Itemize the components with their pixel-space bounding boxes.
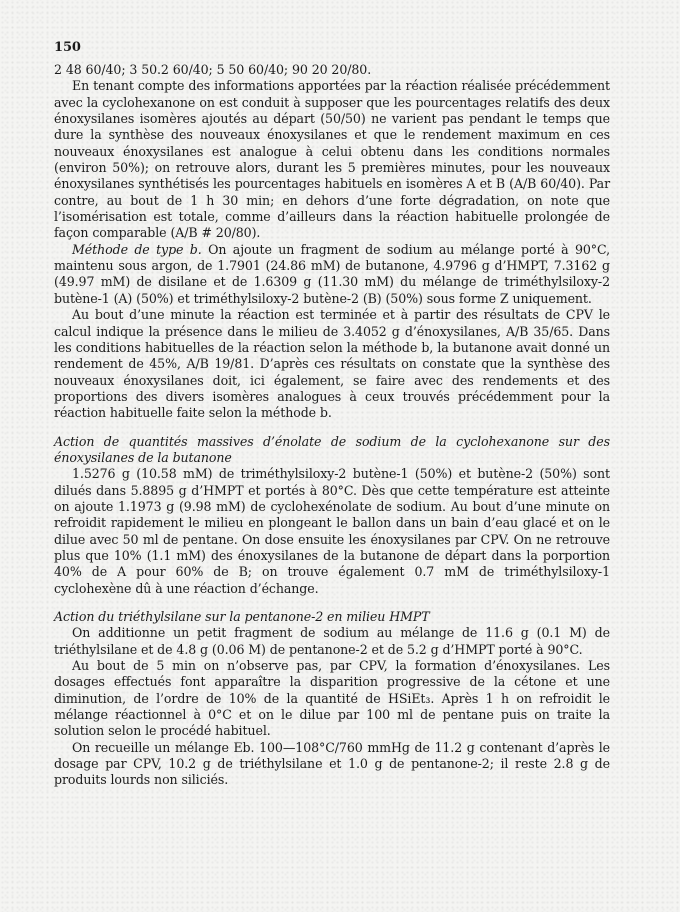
paragraph-text: 1.5276 g (10.58 mM) de triméthylsiloxy-2 butène-1 (50%) et butène-2 (50%) sont dilués dans 5.8895 g d’HMPT et portés à 80°C. Dès que cette température est atteinte on ajoute 1.1973 g (9.98 mM) de cyclohexénolate de sodium. Au bout d’une minute on refroidit rapidement le milieu en plongeant le ballon dans un bain d’eau glacé et on le dilue avec 50 ml de pentane. On dose ensuite les énoxysilanes par CPV. On ne retrouve plus que 10% (1.1 mM) des énoxysilanes de la butanone de départ dans la porportion 40% de A pour 60% de B; on trouve également 0.7 mM de triméthylsiloxy-1 cyclohexène dû à une réaction d’échange. <box>54 466 610 596</box>
document-page <box>54 40 610 789</box>
page-number: 150 <box>54 40 81 55</box>
body-paragraph <box>54 658 610 740</box>
body-paragraph <box>54 307 610 421</box>
body-paragraph <box>54 466 610 597</box>
paragraph-text: On ajoute un fragment de sodium au mélange porté à 90°C, maintenu sous argon, de 1.7901 (24.86 mM) de butanone, 4.9796 g d’HMPT, 7.3162 g (49.97 mM) de disilane et de 1.6309 g (11.30 mM) du mélange de triméthylsiloxy-2 butène-1 (A) (50%) et triméthylsiloxy-2 butène-2 (B) (50%) sous forme Z uniquement. <box>54 241 610 306</box>
paragraph-text: On additionne un petit fragment de sodium au mélange de 11.6 g (0.1 M) de triéthylsilane et de 4.8 g (0.06 M) de pentanone-2 et de 5.2 g d’HMPT porté à 90°C. <box>54 625 610 657</box>
body-paragraph <box>54 62 610 78</box>
section-heading <box>54 609 610 625</box>
method-label: Méthode de type b. <box>72 241 202 257</box>
paragraph-text: Action du triéthylsilane sur la pentanone-2 en milieu HMPT <box>54 609 430 624</box>
paragraph-text: Action de quantités massives d’énolate de sodium de la cyclohexanone sur des énoxysilanes de la butanone <box>54 433 610 465</box>
body-paragraph <box>54 78 610 241</box>
paragraph-text: Au bout de 5 min on n’observe pas, par CPV, la formation d’énoxysilanes. Les dosages effectués font apparaître la disparition progressive de la cétone et une diminution, de l’ordre de 10% de la quantité de HSiEt₃. Après 1 h on refroidit le mélange réactionnel à 0°C et on le dilue par 100 ml de pentane puis on traite la solution selon le procédé habituel. <box>54 658 610 739</box>
body-paragraph <box>54 740 610 789</box>
body-paragraph <box>54 625 610 658</box>
paragraph-text: On recueille un mélange Eb. 100—108°C/760 mmHg de 11.2 g contenant d’après le dosage par CPV, 10.2 g de triéthylsilane et 1.0 g de pentanone-2; il reste 2.8 g de produits lourds non siliciés. <box>54 739 610 788</box>
paragraph-text: Au bout d’une minute la réaction est terminée et à partir des résultats de CPV le calcul indique la présence dans le milieu de 3.4052 g d’énoxysilanes, A/B 35/65. Dans les conditions habituelles de la réaction selon la méthode b, la butanone avait donné un rendement de 45%, A/B 19/81. D’après ces résultats on constate que la synthèse des nouveaux énoxysilanes doit, ici également, se faire avec des rendements et des proportions des divers isomères analogues à ceux trouvés précédemment pour la réaction habituelle faite selon la méthode b. <box>54 307 610 421</box>
paragraph-text: En tenant compte des informations apportées par la réaction réalisée précédemment avec la cyclohexanone on est conduit à supposer que les pourcentages relatifs des deux énoxysilanes isomères ajoutés au départ (50/50) ne varient pas pendant le temps que dure la synthèse des nouveaux énoxysilanes et que le rendement maximum en ces nouveaux énoxysilanes est analogue à celui obtenu dans les conditions normales (environ 50%); on retrouve alors, durant les 5 premières minutes, pour les nouveaux énoxysilanes synthétisés les pourcentages habituels en isomères A et B (A/B 60/40). Par contre, au bout de 1 h 30 min; en dehors d’une forte dégradation, on note que l’isomérisation est totale, comme d’ailleurs dans la réaction habituelle prolongée de façon comparable (A/B # 20/80). <box>54 78 610 241</box>
paragraph-text: 2 48 60/40; 3 50.2 60/40; 5 50 60/40; 90 20 20/80. <box>54 62 372 77</box>
section-heading <box>54 434 610 467</box>
body-paragraph <box>54 242 610 307</box>
page-body <box>54 62 610 789</box>
